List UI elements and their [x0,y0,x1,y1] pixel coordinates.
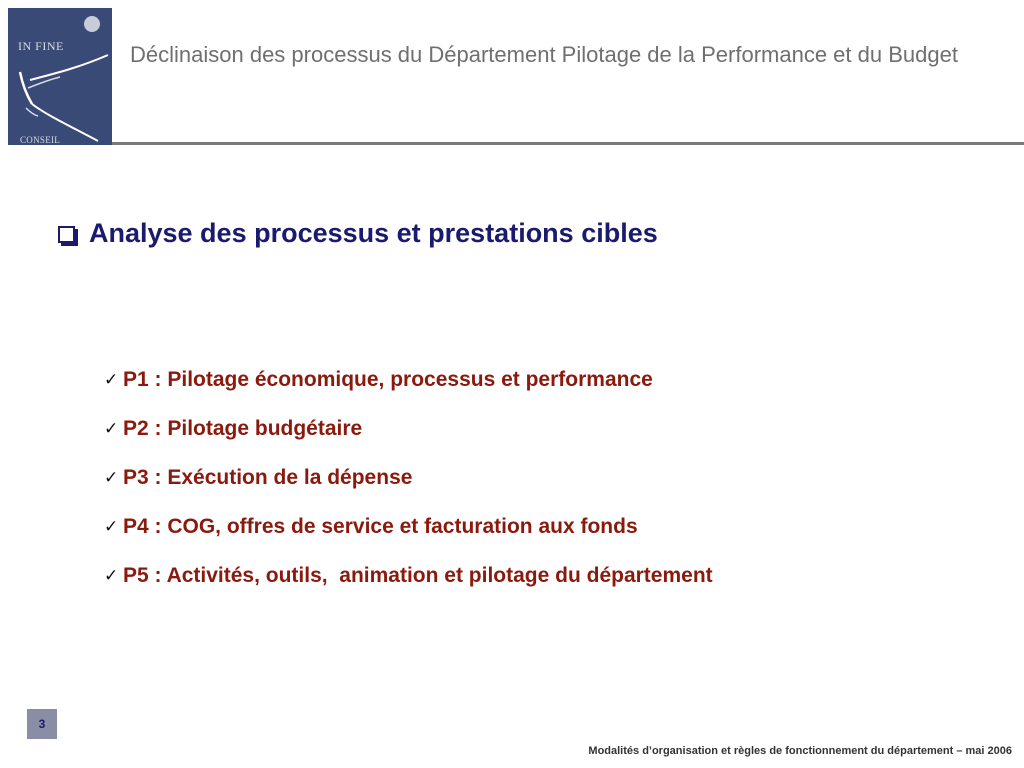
checkmark-icon: ✓ [104,565,119,586]
header-divider [112,142,1024,145]
logo-graphic [8,8,112,145]
list-item [104,355,713,404]
in-fine-conseil-logo [8,8,112,145]
checkmark-icon: ✓ [104,369,119,390]
slide-title: Déclinaison des processus du Département Pilotage de la Performance et du Budget [130,42,958,67]
list-item [104,404,713,453]
logo-top-text: IN FINE [18,39,64,53]
list-item [104,551,713,600]
section-title: Analyse des processus et prestations cibles [89,218,658,248]
list-item-label: P5 : Activités, outils, animation et pilotage du département [123,563,713,587]
list-item-label: P1 : Pilotage économique, processus et performance [123,367,653,391]
checkmark-icon: ✓ [104,516,119,537]
list-item [104,453,713,502]
section-heading [58,215,658,251]
list-item-label: P2 : Pilotage budgétaire [123,416,363,440]
list-item [104,502,713,551]
checkmark-icon: ✓ [104,418,119,439]
list-item-label: P3 : Exécution de la dépense [123,465,413,489]
logo-bottom-text: CONSEIL [20,135,61,145]
footer-text: Modalités d’organisation et règles de fonctionnement du département – mai 2006 [588,745,1012,757]
checkbox-square-icon [58,226,75,243]
list-item-label: P4 : COG, offres de service et facturation aux fonds [123,514,638,538]
page-number: 3 [27,709,57,739]
checkmark-icon: ✓ [104,467,119,488]
process-list [104,355,713,600]
